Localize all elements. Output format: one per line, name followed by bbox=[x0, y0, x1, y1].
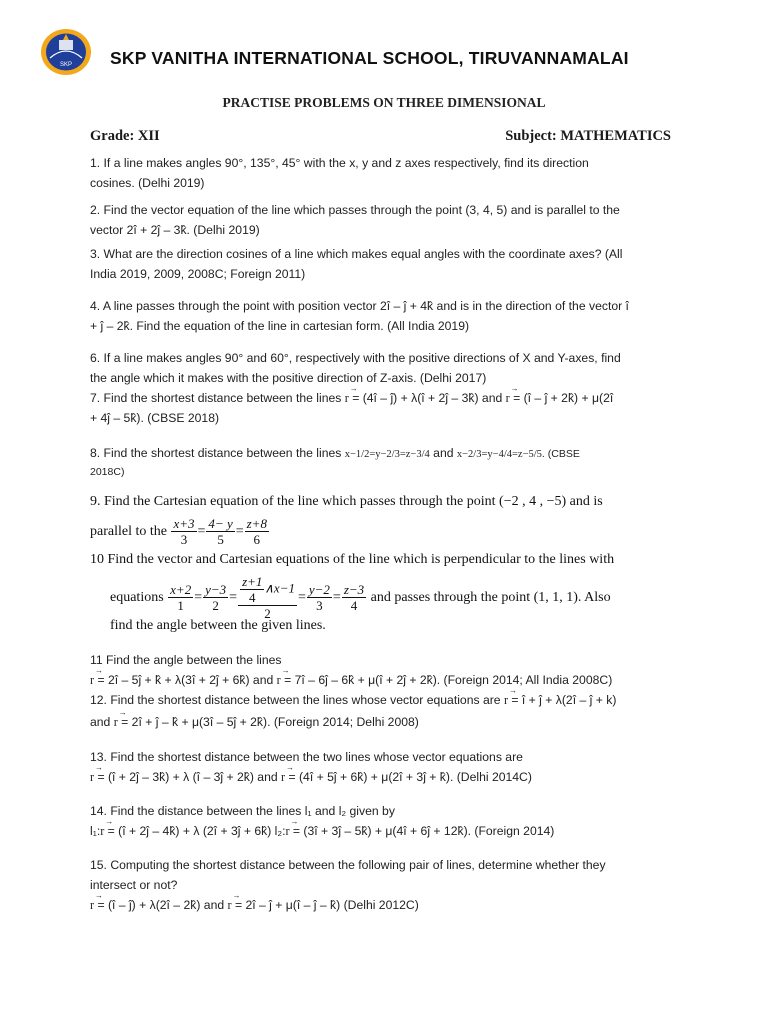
logo-text: SKP bbox=[59, 62, 73, 68]
subject-label: Subject: MATHEMATICS bbox=[505, 128, 671, 144]
question-7: 7. Find the shortest distance between the lines r → = (4î – ĵ) + λ(î + 2ĵ – 3k̂) and r → = (î – ĵ + 2k̂) + μ(2î + 4ĵ – 5k̂). (CBSE 2018) bbox=[90, 388, 690, 428]
question-3: 3. What are the direction cosines of a line which makes equal angles with the coordinate axes? (All India 2019, 2009, 2008C; Foreign 2011) bbox=[90, 247, 623, 281]
question-4: 4. A line passes through the point with position vector 2î – ĵ + 4k̂ and is in the direction of the vector î + ĵ – 2k̂. Find the equation of the line in cartesian form. (All India 2019) bbox=[90, 299, 629, 333]
question-9: 9. Find the Cartesian equation of the line which passes through the point (−2 , 4 , −5) and is parallel to the $\frac{x+3}{3}$ = $\frac{4- y}{5}$ = $\frac{z+8}{6}$ bbox=[90, 494, 603, 548]
document-title: PRACTISE PROBLEMS ON THREE DIMENSIONAL bbox=[222, 95, 546, 110]
grade-label: Grade: XII bbox=[90, 128, 160, 144]
question-14: 14. Find the distance between the lines l₁ and l₂ given by l₁:r → = (î + 2ĵ – 4k̂) + λ (2î + 3ĵ + 6k̂) l₂:r → = (3î + 3ĵ – 5k̂) + μ(4î + 6ĵ + 12k̂). (Foreign 2014) bbox=[90, 801, 690, 841]
question-15: 15. Computing the shortest distance between the following pair of lines, determine whether they intersect or not? r → = (î – ĵ) + λ(2î – 2k̂) and r → = 2î – ĵ + μ(î – ĵ – k̂) (Delhi 2012C) bbox=[90, 855, 690, 915]
question-2: 2. Find the vector equation of the line which passes through the point (3, 4, 5) and is parallel to the vector 2î + 2ĵ – 3k̂. (Delhi 2019) bbox=[90, 203, 620, 237]
question-12: 12. Find the shortest distance between the lines whose vector equations are r → = î + ĵ + λ(2î – ĵ + k) and r → = 2î + ĵ – k̂ + μ(3î – 5ĵ + 2k̂). (Foreign 2014; Delhi 2008) bbox=[90, 690, 690, 732]
question-10: 10 Find the vector and Cartesian equations of the line which is perpendicular to the lines with equations $\frac{x+2}{1}$ = $\frac{y-3}{2}$ = $\frac{z+1}{4}$ ∧x−1 2 = $\frac{y-2}{3}$ = $\frac{z-3}{4}$ and passes through the point (1, 1, 1). Also find the angle between the given lines. bbox=[90, 552, 615, 633]
question-11: 11 Find the angle between the lines r → = 2î – 5ĵ + k̂ + λ(3î + 2ĵ + 6k̂) and r → = 7î – 6ĵ – 6k̂ + μ(î + 2ĵ + 2k̂). (Foreign 2014; All India 2008C) bbox=[90, 650, 690, 690]
school-logo bbox=[40, 28, 92, 76]
question-1: 1. If a line makes angles 90°, 135°, 45° with the x, y and z axes respectively, find its direction cosines. (Delhi 2019) bbox=[90, 156, 589, 190]
school-name: SKP VANITHA INTERNATIONAL SCHOOL, TIRUVANNAMALAI bbox=[110, 48, 629, 68]
question-6: 6. If a line makes angles 90° and 60°, respectively with the positive directions of X and Y-axes, find the angle which it makes with the positive direction of Z-axis. (Delhi 2017) bbox=[90, 351, 621, 385]
question-8: 8. Find the shortest distance between the lines x−1/2=y−2/3=z−3/4 and x−2/3=y−4/4=z−5/5. (CBSE 2018C) bbox=[90, 446, 580, 478]
question-13: 13. Find the shortest distance between the two lines whose vector equations are r → = (î + 2ĵ – 3k̂) + λ (î – 3ĵ + 2k̂) and r → = (4î + 5ĵ + 6k̂) + μ(2î + 3ĵ + k̂). (Delhi 2014C) bbox=[90, 747, 690, 787]
